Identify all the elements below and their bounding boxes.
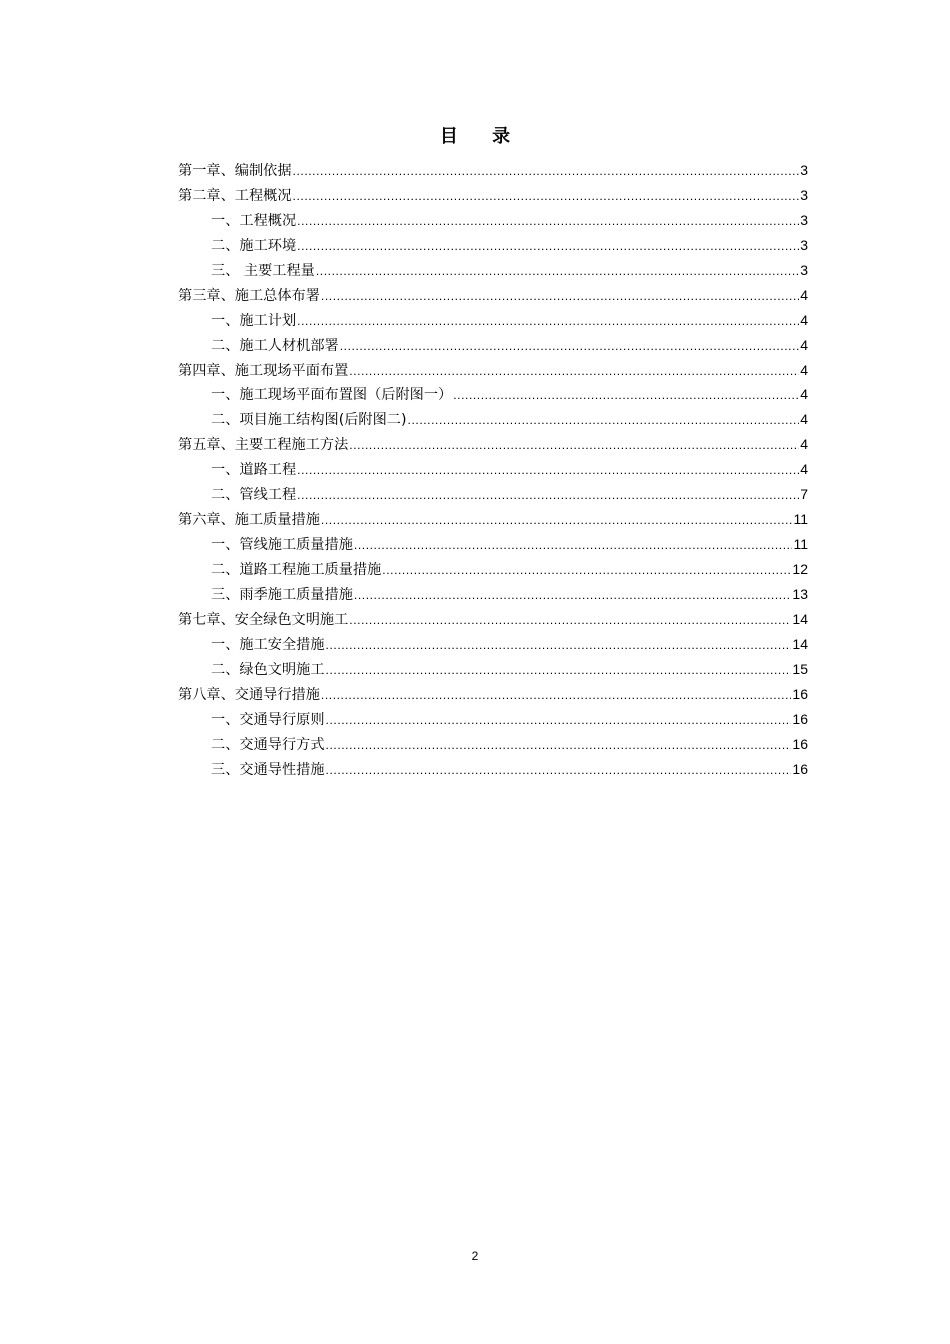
toc-section-entry[interactable] [178, 382, 808, 407]
toc-dot-leader [321, 683, 792, 708]
toc-dot-leader [297, 209, 799, 234]
toc-entry-label: 一、施工安全措施 [211, 636, 325, 653]
toc-dot-leader [297, 309, 799, 334]
toc-chapter-entry[interactable] [178, 358, 808, 383]
toc-entry-page: 14 [792, 635, 808, 652]
toc-section-entry[interactable] [178, 757, 808, 782]
toc-entry-label: 三、 主要工程量 [211, 262, 315, 279]
toc-section-entry[interactable] [178, 258, 808, 283]
toc-dot-leader [326, 708, 792, 733]
toc-dot-leader [297, 458, 799, 483]
toc-entry-page: 3 [800, 211, 808, 228]
toc-entry-label: 第五章、主要工程施工方法 [178, 437, 349, 454]
toc-entry-page: 11 [793, 536, 808, 553]
page-number: 2 [471, 1249, 479, 1263]
toc-entry-page: 4 [800, 436, 808, 453]
toc-dot-leader [354, 583, 792, 608]
toc-chapter-entry[interactable] [178, 183, 808, 208]
toc-entry-label: 第三章、施工总体布署 [178, 287, 320, 304]
toc-section-entry[interactable] [178, 732, 808, 757]
toc-entry-page: 4 [800, 286, 808, 303]
toc-entry-page: 11 [793, 511, 808, 528]
toc-dot-leader [297, 234, 799, 259]
toc-section-entry[interactable] [178, 657, 808, 682]
toc-chapter-entry[interactable] [178, 158, 808, 183]
toc-entry-label: 三、雨季施工质量措施 [211, 586, 353, 603]
toc-section-entry[interactable] [178, 308, 808, 333]
toc-dot-leader [453, 383, 799, 408]
toc-title: 目 录 [439, 126, 525, 147]
toc-chapter-entry[interactable] [178, 432, 808, 457]
toc-entry-label: 第二章、工程概况 [178, 187, 292, 204]
toc-entry-label: 二、道路工程施工质量措施 [211, 562, 382, 578]
toc-entry-page: 3 [800, 261, 808, 278]
toc-chapter-entry[interactable] [178, 507, 808, 532]
toc-dot-leader [326, 658, 792, 683]
toc-entry-label: 一、施工计划 [211, 312, 297, 329]
toc-entry-label: 二、项目施工结构图(后附图二) [211, 412, 407, 429]
toc-dot-leader [349, 359, 799, 384]
toc-entry-page: 12 [792, 561, 808, 577]
toc-dot-leader [321, 508, 793, 533]
toc-entry-label: 二、管线工程 [211, 487, 297, 504]
toc-section-entry[interactable] [178, 233, 808, 258]
toc-entry-page: 16 [792, 685, 808, 702]
toc-section-entry[interactable] [178, 532, 808, 557]
toc-chapter-entry[interactable] [178, 682, 808, 707]
toc-dot-leader [293, 159, 800, 184]
toc-entry-label: 三、交通导性措施 [211, 761, 325, 778]
toc-entry-label: 二、施工环境 [211, 237, 297, 254]
toc-entry-page: 4 [800, 336, 808, 353]
toc-dot-leader [340, 334, 800, 359]
toc-dot-leader [382, 558, 791, 583]
toc-section-entry[interactable] [178, 582, 808, 607]
toc-entry-page: 7 [800, 486, 808, 503]
toc-dot-leader [326, 758, 792, 783]
toc-section-entry[interactable] [178, 208, 808, 233]
toc-dot-leader [349, 608, 791, 633]
toc-entry-label: 一、工程概况 [211, 212, 297, 229]
toc-section-entry[interactable] [178, 333, 808, 358]
toc-entry-page: 4 [800, 411, 808, 428]
toc-entry-page: 4 [800, 386, 808, 403]
toc-entry-page: 16 [792, 760, 808, 777]
toc-dot-leader [321, 284, 799, 309]
toc-entry-page: 15 [792, 660, 808, 677]
toc-entry-page: 13 [792, 585, 808, 602]
toc-section-entry[interactable] [178, 707, 808, 732]
toc-entry-label: 一、管线施工质量措施 [211, 537, 353, 554]
toc-section-entry[interactable] [178, 632, 808, 657]
toc-section-entry[interactable] [178, 482, 808, 507]
toc-dot-leader [408, 408, 800, 433]
toc-entry-label: 第四章、施工现场平面布置 [178, 362, 349, 379]
toc-section-entry[interactable] [178, 457, 808, 482]
toc-section-entry[interactable] [178, 407, 808, 432]
toc-entry-label: 二、交通导行方式 [211, 736, 325, 753]
toc-entry-label: 第一章、编制依据 [178, 163, 292, 179]
toc-entry-page: 16 [792, 710, 808, 727]
toc-entry-label: 第八章、交通导行措施 [178, 686, 320, 703]
toc-entry-page: 3 [800, 186, 808, 203]
toc-entry-page: 3 [800, 236, 808, 253]
toc-dot-leader [297, 483, 799, 508]
toc-entry-label: 二、绿色文明施工 [211, 661, 325, 678]
toc-dot-leader [349, 433, 799, 458]
toc-entry-page: 3 [800, 162, 808, 178]
toc-dot-leader [326, 733, 792, 758]
toc-section-entry[interactable] [178, 557, 808, 582]
toc-entry-label: 第七章、安全绿色文明施工 [178, 611, 349, 628]
toc-entry-page: 14 [792, 610, 808, 627]
table-of-contents [178, 158, 808, 781]
toc-chapter-entry[interactable] [178, 283, 808, 308]
toc-entry-page: 16 [792, 735, 808, 752]
toc-entry-page: 4 [800, 311, 808, 328]
toc-dot-leader [326, 633, 792, 658]
toc-entry-label: 一、施工现场平面布置图（后附图一） [211, 387, 453, 404]
toc-entry-label: 第六章、施工质量措施 [178, 512, 320, 529]
toc-dot-leader [293, 184, 800, 209]
toc-chapter-entry[interactable] [178, 607, 808, 632]
toc-entry-page: 4 [800, 461, 808, 478]
toc-dot-leader [316, 259, 799, 284]
toc-entry-label: 二、施工人材机部署 [211, 337, 339, 354]
toc-entry-label: 一、交通导行原则 [211, 711, 325, 728]
toc-dot-leader [354, 533, 793, 558]
toc-entry-page: 4 [800, 361, 808, 378]
toc-entry-label: 一、道路工程 [211, 462, 297, 479]
